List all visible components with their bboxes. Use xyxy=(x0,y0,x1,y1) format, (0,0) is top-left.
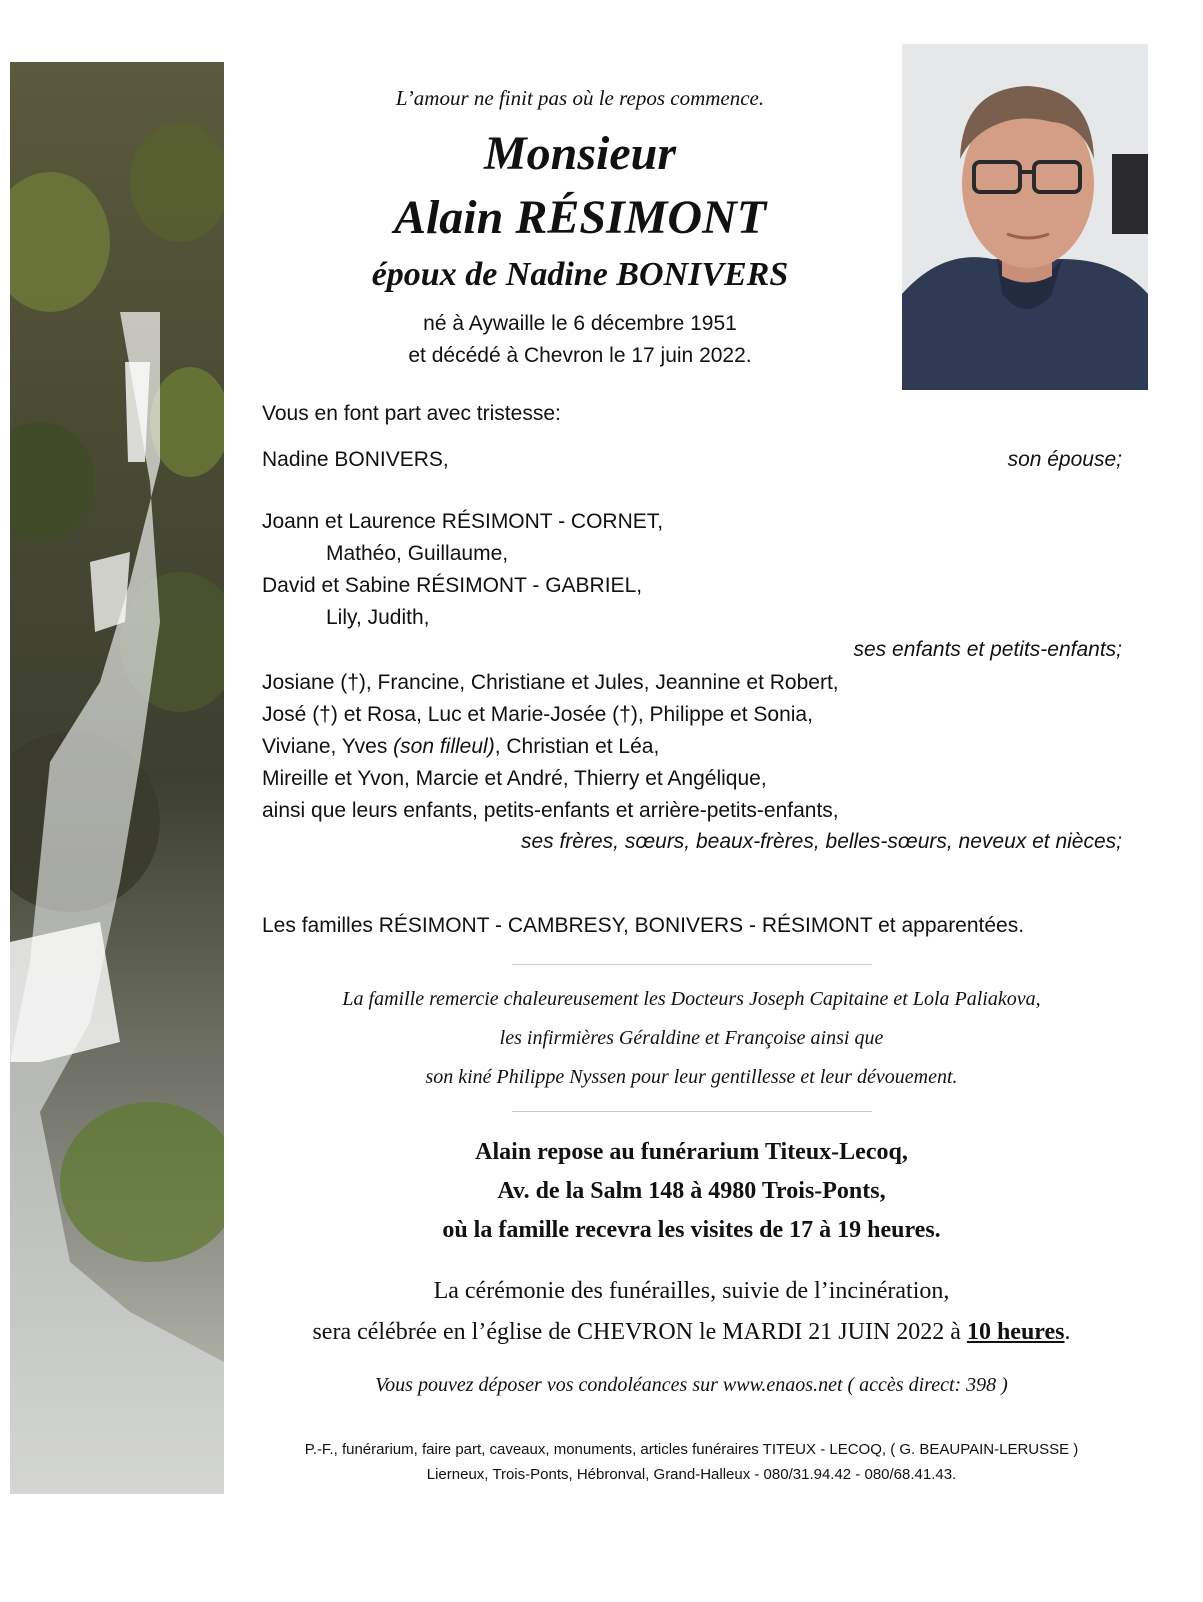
spouse-name: Nadine BONIVERS, xyxy=(262,448,449,471)
siblings-line: Josiane (†), Francine, Christiane et Jules, Jeannine et Robert, xyxy=(262,671,839,694)
siblings-line xyxy=(262,735,659,759)
ceremony-text: . xyxy=(1064,1319,1071,1345)
ceremony-line xyxy=(240,1319,1143,1346)
siblings-line: Mireille et Yvon, Marcie et André, Thierry et Angélique, xyxy=(262,767,767,790)
spouse-line: époux de Nadine BONIVERS xyxy=(371,256,789,293)
portrait-photo xyxy=(902,44,1148,390)
thanks-line: son kiné Philippe Nyssen pour leur gentillesse et leur dévouement. xyxy=(425,1066,958,1088)
divider xyxy=(512,964,872,965)
motto: L’amour ne finit pas où le repos commence. xyxy=(395,86,765,110)
footer-line: P.-F., funérarium, faire part, caveaux, monuments, articles funéraires TITEUX - LECOQ, ( G. BEAUPAIN-LERUSSE ) xyxy=(304,1441,1079,1458)
repose-line: Alain repose au funérarium Titeux-Lecoq, xyxy=(475,1139,908,1165)
ceremony-line: La cérémonie des funérailles, suivie de l’incinération, xyxy=(433,1278,950,1304)
grandchildren-line: Lily, Judith, xyxy=(326,606,430,629)
grandchildren-line: Mathéo, Guillaume, xyxy=(326,542,509,565)
children-role: ses enfants et petits-enfants; xyxy=(853,638,1122,661)
ceremony-hour: 10 heures xyxy=(966,1319,1065,1345)
siblings-text: , Christian et Léa, xyxy=(494,735,660,758)
birth-line: né à Aywaille le 6 décembre 1951 xyxy=(423,312,737,335)
footer-line: Lierneux, Trois-Ponts, Hébronval, Grand-Halleux - 080/31.94.42 - 080/68.41.43. xyxy=(426,1466,957,1483)
repose-line: où la famille recevra les visites de 17 à 19 heures. xyxy=(442,1217,941,1243)
siblings-role: ses frères, sœurs, beaux-frères, belles-sœurs, neveux et nièces; xyxy=(520,830,1122,853)
family-intro: Vous en font part avec tristesse: xyxy=(262,402,561,425)
thanks-line: La famille remercie chaleureusement les Docteurs Joseph Capitaine et Lola Paliakova, xyxy=(342,988,1041,1010)
waterfall-image xyxy=(10,62,224,1494)
child-line: Joann et Laurence RÉSIMONT - CORNET, xyxy=(262,510,664,533)
godson-note: (son filleul) xyxy=(393,735,495,758)
ceremony-text: sera célébrée en l’église de CHEVRON le MARDI 21 JUIN 2022 à xyxy=(312,1319,967,1345)
thanks-line: les infirmières Géraldine et Françoise ainsi que xyxy=(499,1027,884,1049)
repose-line: Av. de la Salm 148 à 4980 Trois-Ponts, xyxy=(497,1178,886,1204)
honorific: Monsieur xyxy=(483,127,677,180)
deceased-name: Alain RÉSIMONT xyxy=(393,191,767,244)
death-line: et décédé à Chevron le 17 juin 2022. xyxy=(408,344,752,367)
divider xyxy=(512,1111,872,1112)
child-line: David et Sabine RÉSIMONT - GABRIEL, xyxy=(262,574,643,597)
siblings-text: Viviane, Yves xyxy=(262,735,394,758)
condolences-line: Vous pouvez déposer vos condoléances sur www.enaos.net ( accès direct: 398 ) xyxy=(375,1374,1008,1396)
families-line: Les familles RÉSIMONT - CAMBRESY, BONIVERS - RÉSIMONT et apparentées. xyxy=(262,914,1025,937)
siblings-line: ainsi que leurs enfants, petits-enfants et arrière-petits-enfants, xyxy=(262,799,839,822)
siblings-line: José (†) et Rosa, Luc et Marie-Josée (†), Philippe et Sonia, xyxy=(262,703,813,726)
spouse-role: son épouse; xyxy=(1007,448,1122,471)
